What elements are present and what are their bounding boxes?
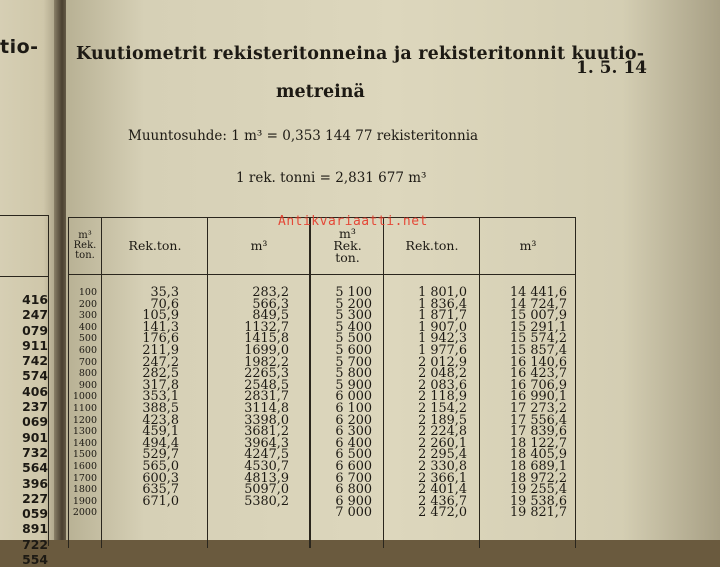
previous-page-value: 227 bbox=[22, 490, 48, 506]
table-cell-m3: 1415,8 bbox=[244, 331, 289, 347]
table-cell-rekton: 1 942,3 bbox=[418, 331, 467, 347]
table-cell-unit: 6 900 bbox=[335, 493, 372, 509]
table-cell-unit: 1400 bbox=[72, 437, 97, 449]
table-cell-rekton: 2 295,4 bbox=[418, 447, 467, 463]
previous-page-value: 732 bbox=[22, 444, 48, 460]
table-cell-unit: 1000 bbox=[72, 391, 97, 403]
previous-page bbox=[0, 0, 62, 567]
table-cell-rekton: 671,0 bbox=[142, 493, 179, 509]
table-cell-unit: 6 400 bbox=[335, 435, 372, 451]
table-cell-unit: 700 bbox=[78, 356, 97, 368]
table-cell-rekton: 211,9 bbox=[142, 342, 179, 358]
table-cell-m3: 18 405,9 bbox=[510, 447, 567, 463]
previous-page-value: 891 bbox=[22, 521, 48, 537]
table-cell-unit: 6 200 bbox=[335, 412, 372, 428]
table-cell-m3: 17 839,6 bbox=[510, 424, 567, 440]
conversion-ratio-rekton: 1 rek. tonni = 2,831 677 m³ bbox=[236, 170, 427, 186]
table-cell-rekton: 2 083,6 bbox=[418, 377, 467, 393]
table-cell-rekton: 1 801,0 bbox=[418, 285, 467, 300]
table-cell-unit: 5 400 bbox=[335, 319, 372, 335]
table-cell-unit: 6 600 bbox=[335, 458, 372, 474]
table-cell-m3: 19 255,4 bbox=[510, 482, 567, 498]
table-cell-unit: 1900 bbox=[72, 495, 97, 507]
table-cell-m3: 15 574,2 bbox=[510, 331, 567, 347]
previous-page-value: 722 bbox=[22, 536, 48, 552]
table-cell-unit: 2000 bbox=[72, 507, 97, 519]
table-cell-m3: 17 273,2 bbox=[510, 400, 567, 416]
book-page bbox=[66, 0, 720, 540]
header-units-left: m³ Rek. ton. bbox=[73, 230, 97, 261]
table-cell-rekton: 1 907,0 bbox=[418, 319, 467, 335]
table-cell-unit: 400 bbox=[78, 321, 97, 333]
previous-page-heading: tio- bbox=[0, 36, 39, 58]
table-cell-m3: 16 990,1 bbox=[510, 389, 567, 405]
table-cell-rekton: 247,2 bbox=[142, 354, 179, 370]
table-cell-m3: 17 556,4 bbox=[510, 412, 567, 428]
table-cell-rekton: 635,7 bbox=[142, 482, 179, 498]
table-cell-unit: 6 500 bbox=[335, 447, 372, 463]
table-cell-m3: 4813,9 bbox=[244, 470, 289, 486]
table-cell-unit: 200 bbox=[78, 298, 97, 310]
table-cell-rekton: 35,3 bbox=[150, 285, 179, 300]
table-cell-unit: 6 800 bbox=[335, 482, 372, 498]
table-cell-m3: 15 291,1 bbox=[510, 319, 567, 335]
table-cell-unit: 5 600 bbox=[335, 342, 372, 358]
table-cell-m3: 5097,0 bbox=[244, 482, 289, 498]
table-cell-m3: 3398,0 bbox=[244, 412, 289, 428]
previous-page-value: 564 bbox=[22, 460, 48, 476]
page-title-continuation: metreinä bbox=[276, 82, 365, 102]
table-cell-rekton: 2 012,9 bbox=[418, 354, 467, 370]
table-cell-unit: 6 300 bbox=[335, 424, 372, 440]
table-cell-rekton: 423,8 bbox=[142, 412, 179, 428]
table-cell-unit: 5 900 bbox=[335, 377, 372, 393]
table-cell-m3: 16 706,9 bbox=[510, 377, 567, 393]
table-cell-unit: 1600 bbox=[72, 460, 97, 472]
table-cell-rekton: 2 401,4 bbox=[418, 482, 467, 498]
conversion-ratio-m3: Muuntosuhde: 1 m³ = 0,353 144 77 rekisteritonnia bbox=[128, 128, 479, 144]
table-cell-unit: 7 000 bbox=[335, 505, 372, 521]
header-rekton-left: Rek.ton. bbox=[128, 238, 182, 253]
table-cell-rekton: 1 836,4 bbox=[418, 296, 467, 312]
table-cell-rekton: 141,3 bbox=[142, 319, 179, 335]
table-cell-m3: 849,5 bbox=[252, 308, 289, 324]
table-cell-unit: 600 bbox=[78, 344, 97, 356]
previous-page-value: 416 bbox=[22, 292, 48, 307]
table-cell-m3: 4530,7 bbox=[244, 458, 289, 474]
table-cell-rekton: 353,1 bbox=[142, 389, 179, 405]
page-title: Kuutiometrit rekisteritonneina ja rekisteritonnit kuutio- bbox=[76, 44, 645, 64]
table-cell-rekton: 529,7 bbox=[142, 447, 179, 463]
table-cell-unit: 1300 bbox=[72, 426, 97, 438]
header-m3-left: m³ bbox=[250, 238, 268, 253]
table-cell-m3: 3681,2 bbox=[244, 424, 289, 440]
table-cell-rekton: 176,6 bbox=[142, 331, 179, 347]
table-cell-m3: 1699,0 bbox=[244, 342, 289, 358]
table-cell-unit: 5 300 bbox=[335, 308, 372, 324]
table-cell-unit: 6 100 bbox=[335, 400, 372, 416]
previous-page-value: 554 bbox=[22, 552, 48, 567]
table-cell-rekton: 2 048,2 bbox=[418, 366, 467, 382]
table-cell-unit: 6 700 bbox=[335, 470, 372, 486]
table-cell-unit: 1800 bbox=[72, 484, 97, 496]
header-m3-right: m³ bbox=[519, 238, 537, 253]
previous-page-value: 406 bbox=[22, 383, 48, 399]
table-cell-m3: 18 689,1 bbox=[510, 458, 567, 474]
column-m3-right bbox=[481, 287, 567, 519]
table-cell-unit: 5 800 bbox=[335, 366, 372, 382]
table-cell-unit: 1500 bbox=[72, 449, 97, 461]
table-cell-m3: 14 724,7 bbox=[510, 296, 567, 312]
previous-page-value: 237 bbox=[22, 399, 48, 415]
table-cell-m3: 16 423,7 bbox=[510, 366, 567, 382]
previous-page-value: 069 bbox=[22, 414, 48, 430]
table-cell-m3: 19 538,6 bbox=[510, 493, 567, 509]
table-cell-m3: 2265,3 bbox=[244, 366, 289, 382]
table-cell-unit: 5 200 bbox=[335, 296, 372, 312]
table-cell-unit: 500 bbox=[78, 333, 97, 345]
conversion-table bbox=[68, 217, 576, 548]
table-cell-rekton: 2 224,8 bbox=[418, 424, 467, 440]
table-cell-rekton: 1 871,7 bbox=[418, 308, 467, 324]
table-cell-rekton: 282,5 bbox=[142, 366, 179, 382]
table-cell-rekton: 70,6 bbox=[150, 296, 179, 312]
table-cell-unit: 100 bbox=[78, 287, 97, 298]
column-rekton-left bbox=[103, 287, 179, 507]
table-cell-m3: 2548,5 bbox=[244, 377, 289, 393]
table-cell-unit: 5 700 bbox=[335, 354, 372, 370]
table-cell-m3: 19 821,7 bbox=[510, 505, 567, 521]
table-cell-rekton: 2 189,5 bbox=[418, 412, 467, 428]
table-cell-rekton: 459,1 bbox=[142, 424, 179, 440]
table-cell-unit: 5 500 bbox=[335, 331, 372, 347]
table-cell-rekton: 2 472,0 bbox=[418, 505, 467, 521]
previous-page-value: 574 bbox=[22, 368, 48, 384]
table-cell-unit: 800 bbox=[78, 368, 97, 380]
table-cell-rekton: 1 977,6 bbox=[418, 342, 467, 358]
table-cell-rekton: 494,4 bbox=[142, 435, 179, 451]
previous-page-value: 396 bbox=[22, 475, 48, 491]
table-cell-m3: 15 857,4 bbox=[510, 342, 567, 358]
table-cell-rekton: 388,5 bbox=[142, 400, 179, 416]
table-cell-rekton: 2 260,1 bbox=[418, 435, 467, 451]
table-cell-m3: 3114,8 bbox=[244, 400, 289, 416]
table-cell-m3: 3964,3 bbox=[244, 435, 289, 451]
watermark-text: Antikvariaatti.net bbox=[278, 214, 428, 229]
previous-page-value: 247 bbox=[22, 307, 48, 323]
table-cell-m3: 15 007,9 bbox=[510, 308, 567, 324]
table-cell-m3: 5380,2 bbox=[244, 493, 289, 509]
header-rekton-right: Rek.ton. bbox=[405, 238, 459, 253]
table-cell-unit: 1200 bbox=[72, 414, 97, 426]
table-cell-m3: 1982,2 bbox=[244, 354, 289, 370]
table-cell-m3: 4247,5 bbox=[244, 447, 289, 463]
table-cell-m3: 18 972,2 bbox=[510, 470, 567, 486]
column-m3-left bbox=[209, 287, 289, 507]
column-rekton-right bbox=[385, 287, 467, 519]
table-cell-unit: 1100 bbox=[72, 402, 97, 414]
table-cell-m3: 2831,7 bbox=[244, 389, 289, 405]
previous-page-value: 079 bbox=[22, 322, 48, 338]
column-units-left bbox=[69, 287, 97, 519]
table-cell-m3: 16 140,6 bbox=[510, 354, 567, 370]
section-number: 1. 5. 14 bbox=[576, 58, 647, 78]
previous-page-value: 901 bbox=[22, 429, 48, 445]
table-cell-unit: 900 bbox=[78, 379, 97, 391]
table-cell-unit: 5 100 bbox=[335, 285, 372, 300]
table-cell-rekton: 2 436,7 bbox=[418, 493, 467, 509]
table-cell-m3: 1132,7 bbox=[244, 319, 289, 335]
previous-page-value: 742 bbox=[22, 353, 48, 369]
header-units-right: m³ Rek. ton. bbox=[333, 226, 362, 265]
table-cell-unit: 6 000 bbox=[335, 389, 372, 405]
table-cell-unit: 1700 bbox=[72, 472, 97, 484]
previous-page-value: 911 bbox=[22, 337, 48, 353]
table-cell-m3: 14 441,6 bbox=[510, 285, 567, 300]
table-cell-m3: 18 122,7 bbox=[510, 435, 567, 451]
table-cell-rekton: 565,0 bbox=[142, 458, 179, 474]
table-cell-unit: 300 bbox=[78, 310, 97, 322]
table-cell-rekton: 105,9 bbox=[142, 308, 179, 324]
table-cell-m3: 283,2 bbox=[252, 285, 289, 300]
table-cell-rekton: 2 330,8 bbox=[418, 458, 467, 474]
table-cell-rekton: 2 366,1 bbox=[418, 470, 467, 486]
table-cell-m3: 566,3 bbox=[252, 296, 289, 312]
table-cell-rekton: 317,8 bbox=[142, 377, 179, 393]
table-cell-rekton: 2 118,9 bbox=[418, 389, 467, 405]
previous-page-values bbox=[0, 292, 48, 567]
table-cell-rekton: 600,3 bbox=[142, 470, 179, 486]
table-cell-rekton: 2 154,2 bbox=[418, 400, 467, 416]
column-units-right bbox=[312, 287, 372, 519]
previous-page-value: 059 bbox=[22, 506, 48, 522]
